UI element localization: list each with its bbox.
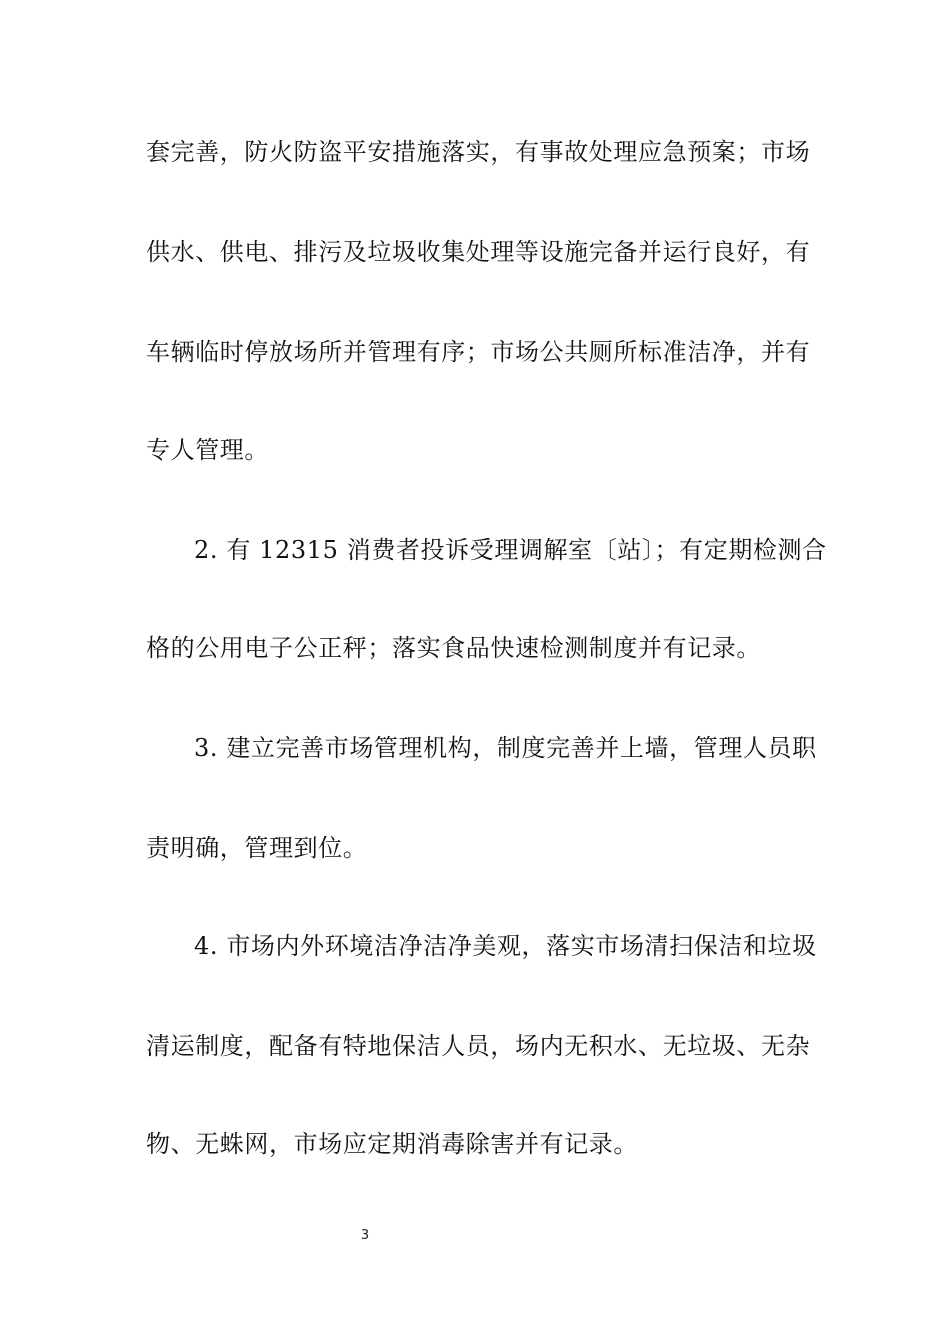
item-4-line-2: 清运制度，配备有特地保洁人员，场内无积水、无垃圾、无杂 — [146, 1032, 811, 1060]
page-number: 3 — [360, 1228, 370, 1243]
item-3-line-1: 3. 建立完善市场管理机构，制度完善并上墙，管理人员职 — [194, 734, 817, 762]
item-4-line-1: 4. 市场内外环境洁净洁净美观，落实市场清扫保洁和垃圾 — [194, 932, 817, 960]
item-4-line-3: 物、无蛛网，市场应定期消毒除害并有记录。 — [146, 1130, 638, 1158]
text-line-4: 专人管理。 — [146, 436, 269, 464]
text-line-3: 车辆临时停放场所并管理有序；市场公共厕所标准洁净，并有 — [146, 338, 811, 366]
item-2-line-1: 2. 有 12315 消费者投诉受理调解室〔站〕；有定期检测合 — [194, 536, 827, 564]
text-line-1: 套完善，防火防盗平安措施落实，有事故处理应急预案；市场 — [146, 138, 811, 166]
item-2-line-2: 格的公用电子公正秤；落实食品快速检测制度并有记录。 — [146, 634, 761, 662]
item-3-line-2: 责明确，管理到位。 — [146, 834, 368, 862]
text-line-2: 供水、供电、排污及垃圾收集处理等设施完备并运行良好，有 — [146, 238, 811, 266]
